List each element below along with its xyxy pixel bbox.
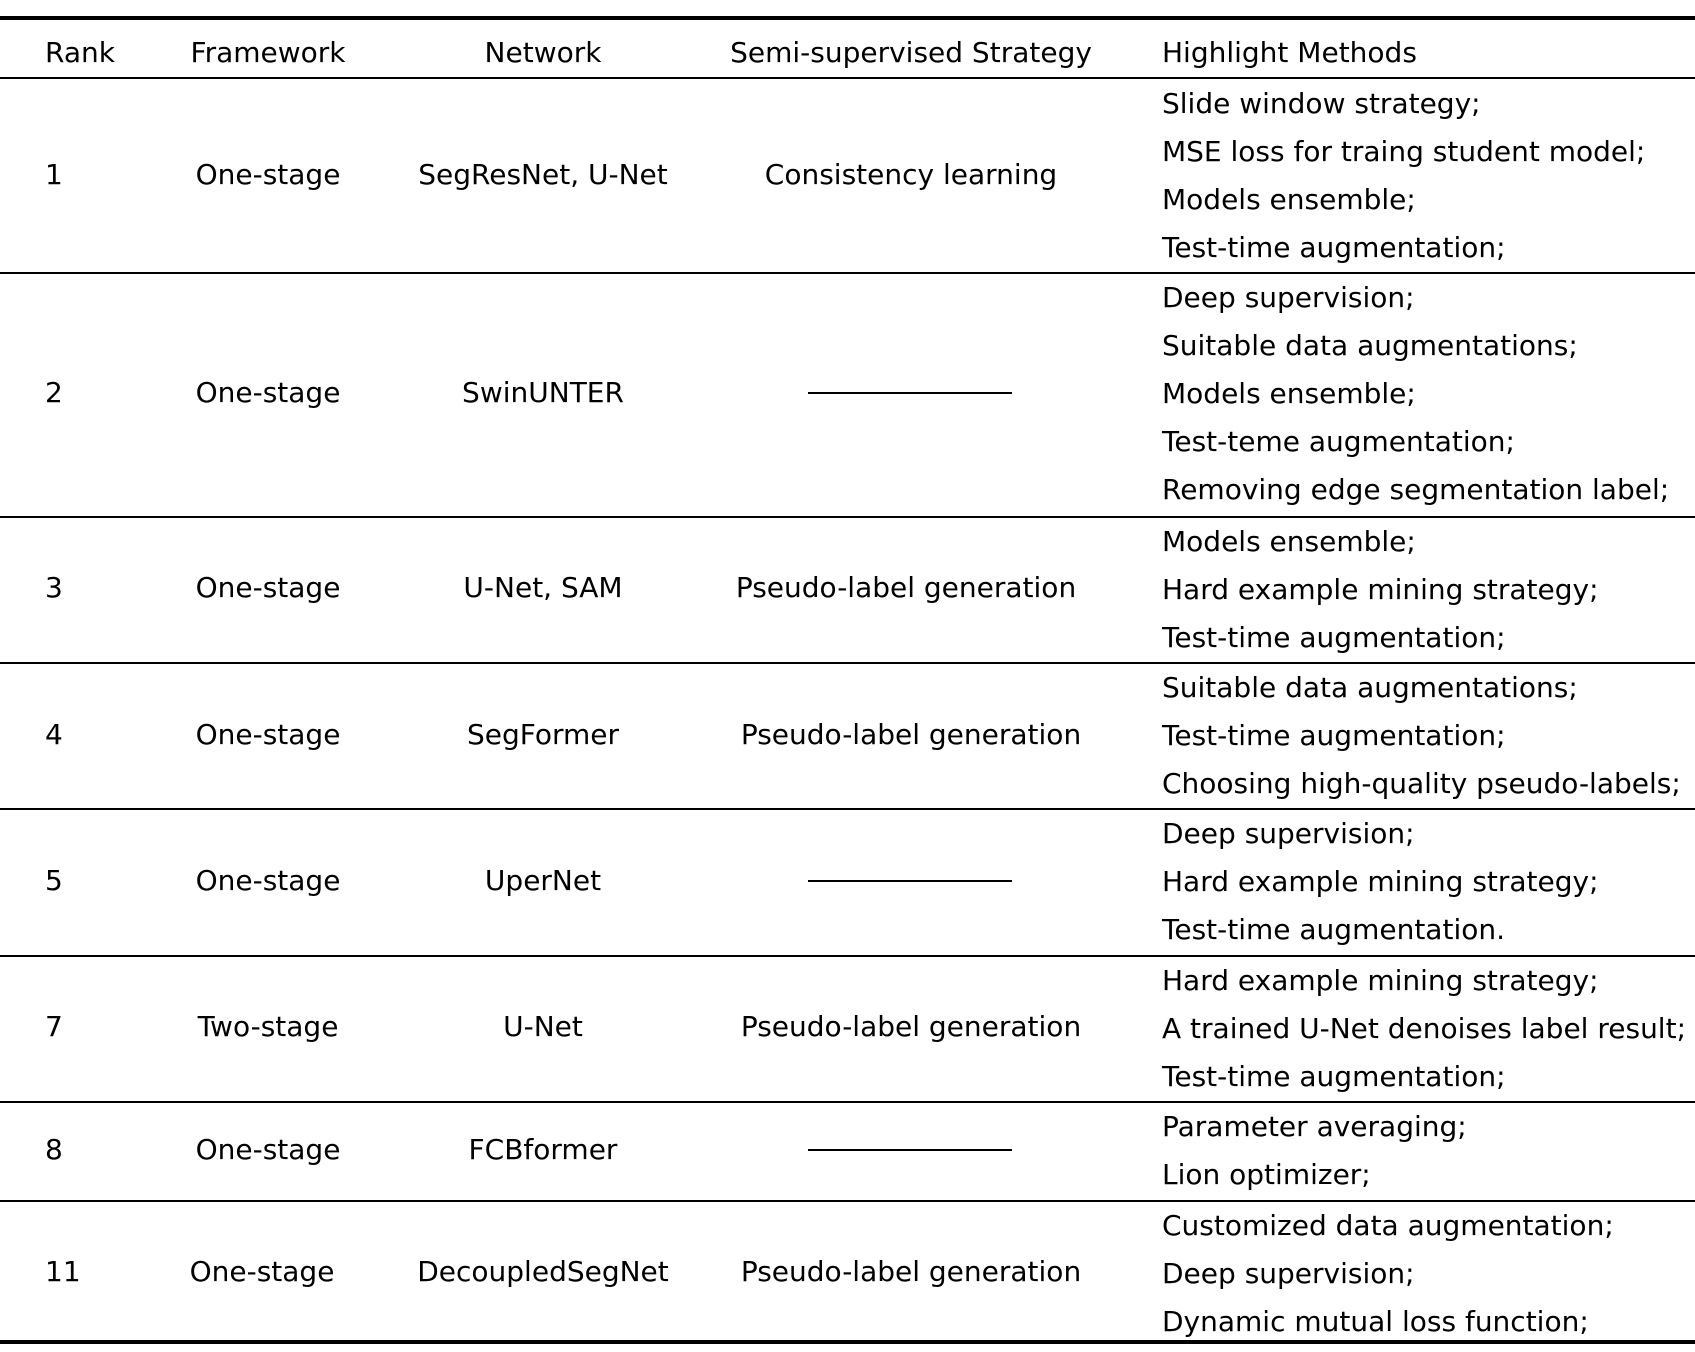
highlight-item: Removing edge segmentation label; [1162,473,1670,506]
row-2-rank: 2 [45,376,63,409]
highlight-item: Suitable data augmentations; [1162,329,1578,362]
highlight-item: Hard example mining strategy; [1162,573,1599,606]
row-5-network: UperNet [484,864,602,897]
highlight-item: Choosing high-quality pseudo-labels; [1162,767,1681,800]
header-rank: Rank [45,36,115,69]
row-1-strategy: Consistency learning [764,158,1058,191]
highlight-item: Deep supervision; [1162,817,1415,850]
row-8-framework: One-stage [189,1255,335,1288]
row-4-framework: One-stage [195,718,341,751]
row-6-framework: Two-stage [197,1010,339,1043]
row-1-framework: One-stage [195,158,341,191]
row-1-highlights [1162,80,1645,272]
row-7-rank: 8 [45,1133,63,1166]
row-3-network: U-Net, SAM [463,571,623,604]
highlight-item: Models ensemble; [1162,183,1416,216]
row-5-strategy-empty-dash [808,880,1012,882]
row-7-strategy-empty-dash [808,1149,1012,1151]
highlight-item: A trained U-Net denoises label result; [1162,1012,1687,1045]
row-5-rank: 5 [45,864,63,897]
row-6-rank: 7 [45,1010,63,1043]
highlight-item: Hard example mining strategy; [1162,865,1599,898]
row-2-framework: One-stage [195,376,341,409]
highlight-item: Deep supervision; [1162,1257,1415,1290]
row-3-strategy: Pseudo-label generation [735,571,1077,604]
row-5-framework: One-stage [195,864,341,897]
row-8-highlights [1162,1202,1614,1346]
header-rule [0,77,1695,79]
row-4-strategy: Pseudo-label generation [740,718,1082,751]
highlight-item: Hard example mining strategy; [1162,964,1599,997]
row-4-network: SegFormer [466,718,620,751]
highlight-item: Test-time augmentation; [1162,621,1506,654]
row-2-strategy-empty-dash [808,392,1012,394]
row-1-rank: 1 [45,158,63,191]
highlight-item: Test-time augmentation; [1162,719,1506,752]
row-6-highlights [1162,957,1686,1101]
table-bottom-rule [0,1340,1695,1344]
highlight-item: Test-time augmentation; [1162,231,1506,264]
highlight-item: Deep supervision; [1162,281,1415,314]
highlight-item: Test-time augmentation. [1162,913,1505,946]
highlight-item: Test-time augmentation; [1162,1060,1506,1093]
highlight-item: Customized data augmentation; [1162,1209,1614,1242]
row-6-strategy: Pseudo-label generation [740,1010,1082,1043]
highlight-item: Dynamic mutual loss function; [1162,1305,1589,1338]
header-highlights: Highlight Methods [1162,36,1417,69]
row-8-strategy: Pseudo-label generation [740,1255,1082,1288]
highlight-item: Models ensemble; [1162,377,1416,410]
table-top-rule [0,16,1695,20]
highlight-item: Slide window strategy; [1162,87,1481,120]
row-3-framework: One-stage [195,571,341,604]
row-1-network: SegResNet, U-Net [418,158,668,191]
header-framework: Framework [190,36,346,69]
header-network: Network [484,36,602,69]
row-7-network: FCBformer [468,1133,618,1166]
row-6-network: U-Net [503,1010,583,1043]
row-8-rank: 11 [45,1255,81,1288]
header-strategy: Semi-supervised Strategy [730,36,1092,69]
row-5-highlights [1162,810,1599,954]
highlight-item: Suitable data augmentations; [1162,671,1578,704]
row-2-network: SwinUNTER [462,376,624,409]
row-4-highlights [1162,664,1681,808]
highlight-item: Models ensemble; [1162,525,1416,558]
row-8-network: DecoupledSegNet [417,1255,669,1288]
row-7-highlights [1162,1103,1467,1199]
row-2-highlights [1162,274,1669,514]
highlight-item: MSE loss for traing student model; [1162,135,1646,168]
highlight-item: Test-teme augmentation; [1162,425,1515,458]
row-7-framework: One-stage [195,1133,341,1166]
row-4-rank: 4 [45,718,63,751]
highlight-item: Parameter averaging; [1162,1110,1467,1143]
row-3-rank: 3 [45,571,63,604]
highlight-item: Lion optimizer; [1162,1158,1371,1191]
row-3-highlights [1162,518,1599,662]
